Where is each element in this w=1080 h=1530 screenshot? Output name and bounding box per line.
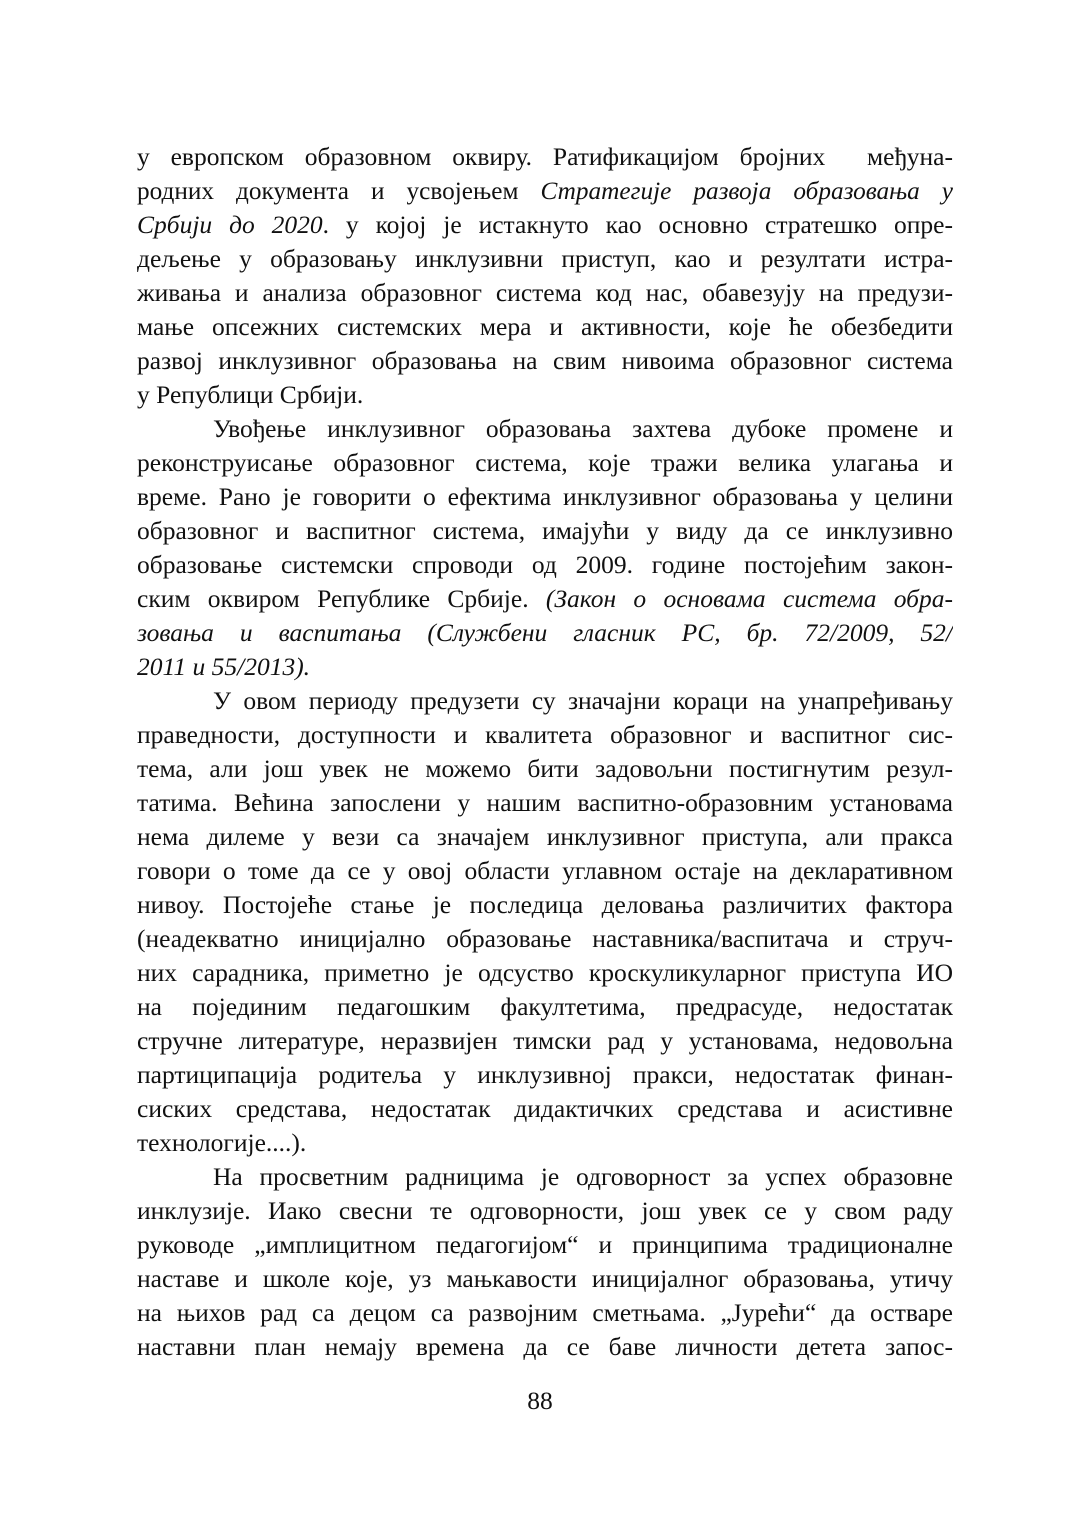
text-run: дељење у образовању инклузивни приступ, као и резултати истра-	[137, 244, 953, 273]
text-line	[137, 786, 953, 820]
text-run: живања и анализа образовног система код нас, обавезују на предузи-	[137, 278, 953, 307]
text-run: руководе „имплицитном педагогијом“ и принципима традиционалне	[137, 1230, 953, 1259]
body-text	[137, 140, 953, 1364]
text-run: татима. Већина запослени у нашим васпитно-образовним установама	[137, 788, 953, 817]
text-run: нема дилеме у вези са значајем инклузивног приступа, али пракса	[137, 822, 953, 851]
text-line	[137, 514, 953, 548]
text-run: (неадекватно иницијално образовање наставника/васпитача и струч-	[137, 924, 953, 953]
text-line	[137, 446, 953, 480]
text-line	[137, 310, 953, 344]
italic-text: Србији до 2020	[137, 210, 323, 239]
text-run: у европском образовном оквиру. Ратификацијом бројних међуна-	[137, 142, 953, 171]
text-run: сиских средстава, недостатак дидактичких средстава и асистивне	[137, 1094, 953, 1123]
text-run: говори о томе да се у овој области углавном остаје на декларативном	[137, 856, 953, 885]
text-run: време. Рано је говорити о ефектима инклузивног образовања у целини	[137, 482, 953, 511]
text-run: На просветним радницима је одговорност за успех образовне	[213, 1162, 953, 1191]
text-line	[137, 1126, 953, 1160]
text-run: партиципација родитеља у инклузивној пракси, недостатак финан-	[137, 1060, 953, 1089]
text-line	[137, 276, 953, 310]
text-run: них сарадника, приметно је одсуство кроскуликуларног приступа ИО	[137, 958, 953, 987]
text-line	[137, 378, 953, 412]
text-run: . у којој је истакнуто као основно стратешко опре-	[322, 210, 953, 239]
text-run: наставе и школе које, уз мањкавости иницијалног образовања, утичу	[137, 1264, 953, 1293]
text-run: праведности, доступности и квалитета образовног и васпитног сис-	[137, 720, 953, 749]
text-run: стручне литературе, неразвијен тимски рад у установама, недовољна	[137, 1026, 953, 1055]
text-line	[137, 480, 953, 514]
text-line	[137, 922, 953, 956]
italic-text: Стратегије развоја образовања у	[540, 177, 953, 205]
text-run: технологије....).	[137, 1128, 307, 1157]
text-run: образовање системски спроводи од 2009. године постојећим закон-	[137, 550, 953, 579]
italic-text: 2011 и 55/2013).	[137, 652, 311, 681]
text-line	[137, 140, 953, 174]
italic-text: (Закон о основама система обра-	[545, 584, 953, 613]
text-line	[137, 684, 953, 718]
italic-text: зовања и васпитања (Службени гласник РС, бр. 72/2009, 52/	[137, 618, 953, 647]
text-line	[137, 990, 953, 1024]
text-run: наставни план немају времена да се баве личности детета запос-	[137, 1332, 953, 1361]
text-line	[137, 582, 953, 616]
text-line	[137, 956, 953, 990]
text-line	[137, 718, 953, 752]
text-run: нивоу. Постојеће стање је последица деловања различитих фактора	[137, 890, 953, 919]
text-line	[137, 854, 953, 888]
text-line	[137, 344, 953, 378]
text-run: У овом периоду предузети су значајни кораци на унапређивању	[213, 686, 953, 715]
text-line	[137, 752, 953, 786]
text-line	[137, 650, 953, 684]
text-run: тема, али још увек не можемо бити задовољни постигнутим резул-	[137, 754, 953, 783]
text-run: инклузије. Иако свесни те одговорности, још увек се у свом раду	[137, 1196, 953, 1225]
text-line	[137, 412, 953, 446]
text-run: на појединим педагошким факултетима, предрасуде, недостатак	[137, 992, 953, 1021]
text-run: ским оквиром Републике Србије.	[137, 584, 546, 613]
text-line	[137, 1296, 953, 1330]
text-line	[137, 1262, 953, 1296]
text-run: Увођење инклузивног образовања захтева дубоке промене и	[213, 414, 953, 443]
text-line	[137, 1024, 953, 1058]
text-line	[137, 1058, 953, 1092]
text-run: родних документа и усвојењем	[137, 177, 541, 205]
text-line	[137, 820, 953, 854]
text-line	[137, 548, 953, 582]
text-line	[137, 1092, 953, 1126]
text-line	[137, 616, 953, 650]
text-line	[137, 1160, 953, 1194]
text-line	[137, 1330, 953, 1364]
text-line	[137, 1228, 953, 1262]
text-line	[137, 174, 953, 208]
text-line	[137, 208, 953, 242]
text-run: образовног и васпитног система, имајући у виду да се инклузивно	[137, 516, 953, 545]
text-run: мање опсежних системских мера и активности, које ће обезбедити	[137, 312, 953, 341]
text-run: у Републици Србији.	[137, 380, 364, 409]
text-line	[137, 242, 953, 276]
text-run: на њихов рад са децом са развојним сметњама. „Јурећи“ да остваре	[137, 1298, 953, 1327]
text-line	[137, 888, 953, 922]
page-number: 88	[527, 1386, 553, 1415]
text-run: реконструисање образовног система, које тражи велика улагања и	[137, 448, 953, 477]
text-run: развој инклузивног образовања на свим нивоима образовног система	[137, 346, 953, 375]
text-line	[137, 1194, 953, 1228]
